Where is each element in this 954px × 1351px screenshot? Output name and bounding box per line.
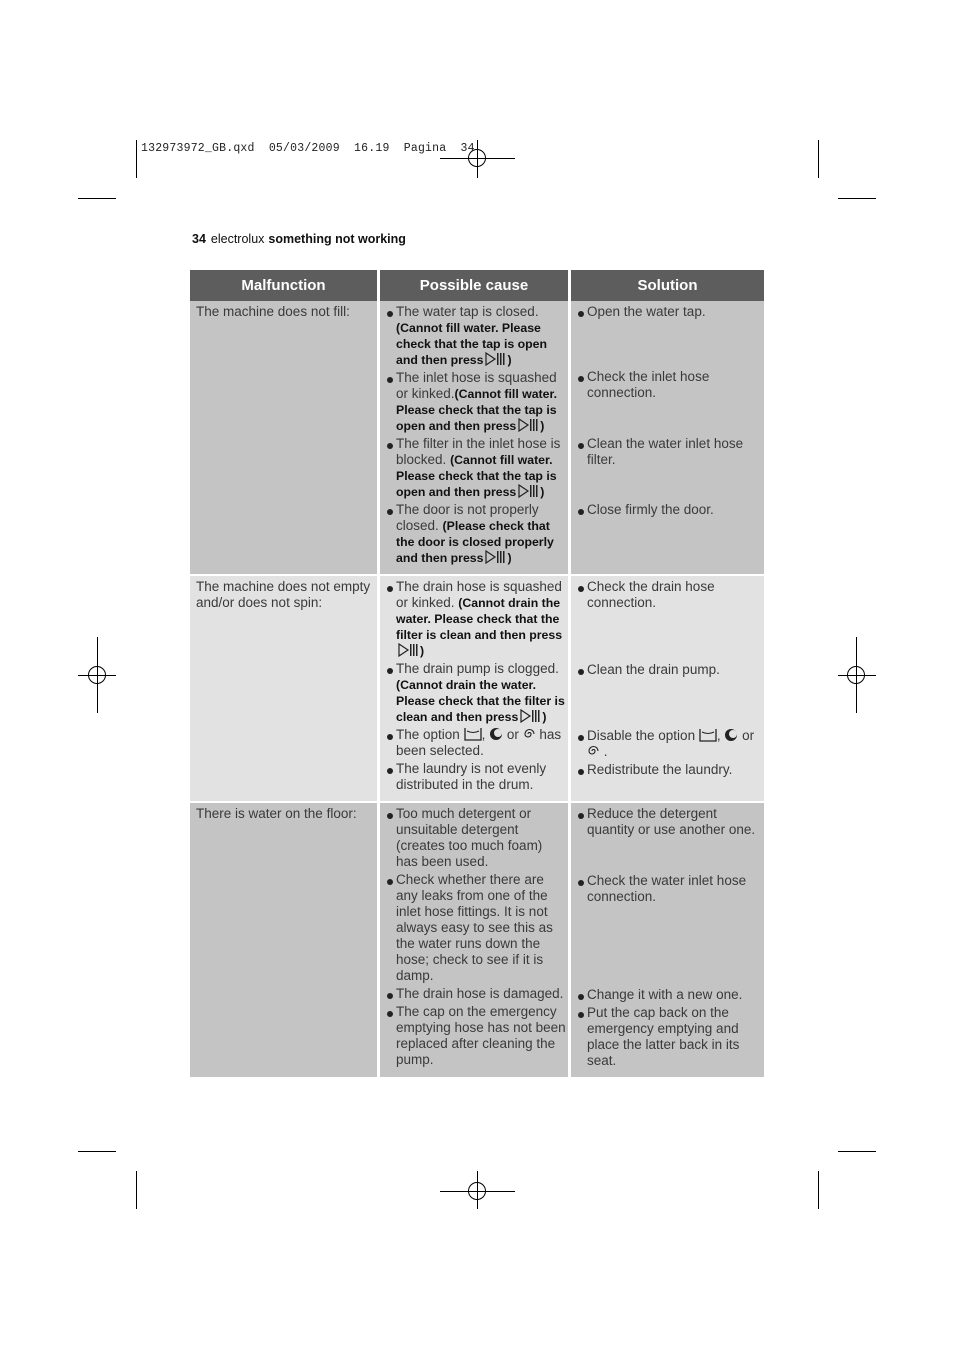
list-item: Redistribute the laundry. [577,762,762,778]
registration-mark-circle [847,666,865,684]
crop-mark [136,1171,137,1209]
start-pause-icon [485,352,505,366]
note-text: (Cannot fill water. Please check that the tap is open and then press ) [396,387,558,433]
registration-mark-circle [88,666,106,684]
malfunction-text: The machine does not empty and/or does not spin: [196,579,371,610]
list-item: Clean the water inlet hose filter. [577,436,762,500]
note-text: (Cannot drain the water. Please check that the filter is clean and then press ) [396,678,565,724]
malfunction-cell [190,574,380,801]
solution-cell [571,301,764,574]
crop-mark [818,140,819,178]
list-item: Check the inlet hose connection. [577,369,762,434]
malfunction-text: The machine does not fill: [196,304,350,319]
crop-mark [818,1171,819,1209]
crop-mark [78,198,116,199]
list-item: The option , or has been selected. [386,727,566,759]
page-number: 34 [192,232,206,246]
rinse-hold-icon [464,727,482,741]
list-item: Disable the option , or . [577,728,762,760]
list-item: Reduce the detergent quantity or use another one. [577,806,762,871]
list-item: The filter in the inlet hose is blocked. (Cannot fill water. Please check that the tap is open and then press ) [386,436,566,500]
malfunction-cell [190,301,380,574]
malfunction-cell [190,801,380,1077]
print-slug: 132973972_GB.qxd 05/03/2009 16.19 Pagina 34 [141,142,475,155]
start-pause-icon [518,484,538,498]
table-row [190,301,764,574]
no-spin-icon [587,744,600,758]
brand-name: electrolux [210,232,265,246]
note-text: (Cannot drain the water. Please check that the filter is clean and then press ) [396,596,563,658]
start-pause-icon [398,643,418,657]
list-item: Check whether there are any leaks from one of the inlet hose fittings. It is not always easy to see this as the water runs down the hose; check to see if it is damp. [386,872,566,984]
list-item: Close firmly the door. [577,502,762,518]
list-item: The laundry is not evenly distributed in the drum. [386,761,566,793]
solution-cell [571,801,764,1077]
crop-mark [838,1151,876,1152]
registration-mark-circle [468,1182,486,1200]
cause-cell [380,801,571,1077]
cause-cell [380,301,571,574]
list-item: The door is not properly closed. (Please check that the door is closed properly and then press ) [386,502,566,566]
table-row [190,801,764,1077]
note-text: (Cannot fill water. Please check that the tap is open and then press ) [396,321,548,367]
list-item: Too much detergent or unsuitable detergent (creates too much foam) has been used. [386,806,566,870]
list-item: The drain hose is damaged. [386,986,566,1002]
malfunction-text: There is water on the floor: [196,806,357,821]
list-item: Put the cap back on the emergency emptying and place the latter back in its seat. [577,1005,762,1069]
troubleshooting-table [190,270,764,1077]
night-cycle-icon [489,727,503,741]
column-header-malfunction: Malfunction [190,270,380,301]
list-item: Clean the drain pump. [577,662,762,726]
table-row [190,574,764,801]
note-text: (Please check that the door is closed properly and then press ) [396,519,554,565]
solution-cell [571,574,764,801]
night-cycle-icon [724,728,738,742]
page-header [192,232,406,246]
column-header-solution: Solution [571,270,764,301]
crop-mark [136,140,137,178]
list-item: The drain pump is clogged. (Cannot drain the water. Please check that the filter is clean and then press ) [386,661,566,725]
list-item: Check the drain hose connection. [577,579,762,660]
list-item: The drain hose is squashed or kinked. (Cannot drain the water. Please check that the filter is clean and then press ) [386,579,566,659]
start-pause-icon [520,709,540,723]
no-spin-icon [523,727,536,741]
list-item: The inlet hose is squashed or kinked.(Cannot fill water. Please check that the tap is open and then press ) [386,370,566,434]
list-item: Change it with a new one. [577,987,762,1003]
column-header-possible-cause: Possible cause [380,270,571,301]
note-text: (Cannot fill water. Please check that the tap is open and then press ) [396,453,557,499]
list-item: Open the water tap. [577,304,762,367]
start-pause-icon [518,418,538,432]
crop-mark [78,1151,116,1152]
start-pause-icon [485,550,505,564]
cause-cell [380,574,571,801]
rinse-hold-icon [699,728,717,742]
crop-mark [838,198,876,199]
list-item: The cap on the emergency emptying hose has not been replaced after cleaning the pump. [386,1004,566,1068]
list-item: Check the water inlet hose connection. [577,873,762,985]
list-item: The water tap is closed. (Cannot fill water. Please check that the tap is open and then press ) [386,304,566,368]
section-title: something not working [268,232,406,246]
